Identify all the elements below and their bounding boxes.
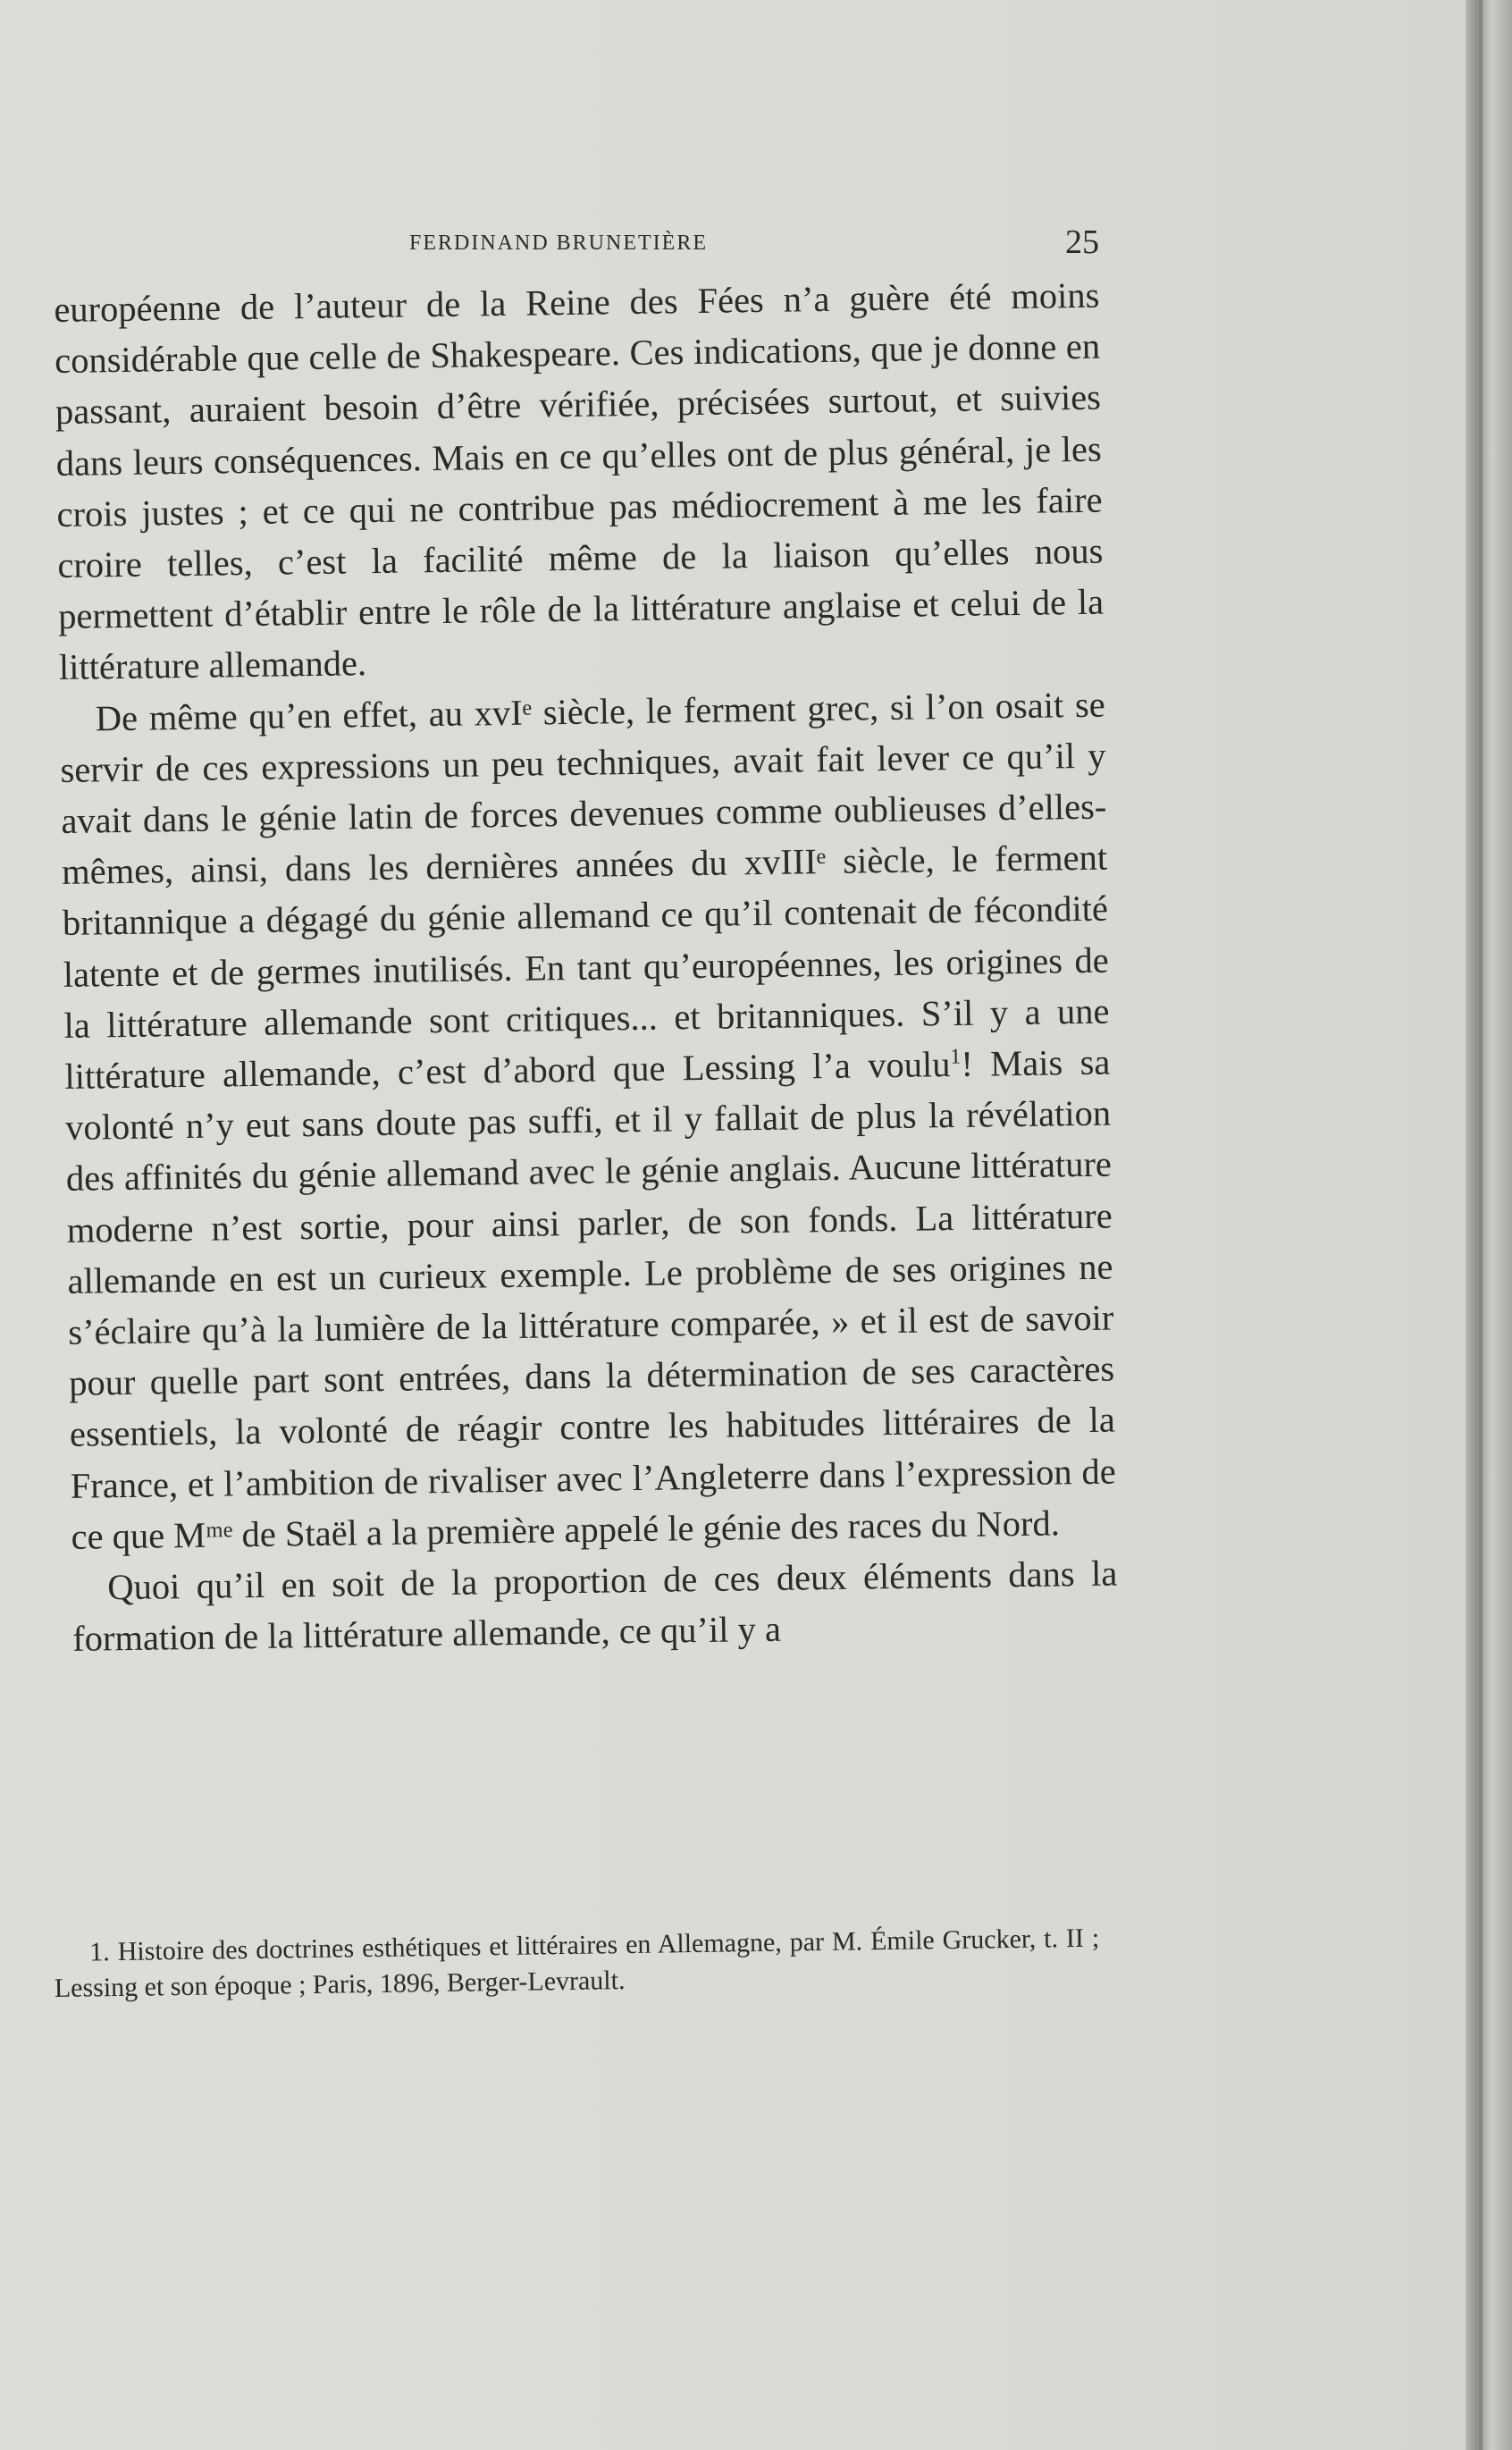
footnote-reference: 1 [950,1045,962,1069]
footnote-number: 1. [89,1937,110,1967]
paragraph-2 [59,678,1116,1562]
footnote-1 [54,1921,1100,2007]
body-text [54,270,1118,1665]
page-edge-line [1479,0,1483,2450]
paragraph-1: européenne de l’auteur de la Reine des Fées n’a guère été moins considérable que celle de Shakespeare. Ces indications, que je donne en passant, auraient besoin d’être vérifiée, précisées surtout, et suivies dans leurs conséquences. Mais en ce qu’elles ont de plus général, je les crois justes ; et ce qui ne contribue pas médiocrement à me les faire croire telles, c’est la facilité même de la liaison qu’elles nous permettent d’établir entre le rôle de la littérature anglaise et celui de la littérature allemande. [54,274,1105,688]
footnote-text: Histoire des doctrines esthétiques et littéraires en Allemagne, par M. Émile Grucker, t. II ; Lessing et son époque ; Paris, 1896, Berger-Levrault. [54,1923,1100,2003]
paragraph-3: Quoi qu’il en soit de la proportion de ces deux éléments dans la formation de la littérature allemande, ce qu’il y a [71,1553,1118,1660]
page-edge-shadow [1466,0,1512,2450]
paragraph-2-part-1: De même qu’en effet, au xvIᵉ siècle, le ferment grec, si l’on osait se servir de ces expressions un peu techniques, avait fait lever ce qu’il y avait dans le génie latin de forces devenues comme oublieuses d’elles-mêmes, ainsi, dans les dernières années du xvIIIᵉ siècle, le ferment britannique a dégagé du génie allemand ce qu’il contenait de fécondité latente et de germes inutilisés. En tant qu’européennes, les origines de la littérature allemande sont critiques... et britanniques. S’il y a une littérature allemande, c’est d’abord que Lessing l’a voulu [60,684,1110,1097]
page-header [54,223,1099,264]
footnotes [54,1921,1100,2007]
paragraph-2-part-2: ! Mais sa volonté n’y eut sans doute pas suffi, et il y fallait de plus la révélation des affinités du génie allemand avec le génie anglais. Aucune littérature moderne n’est sortie, pour ainsi parler, de son fonds. La littérature allemande en est un curieux exemple. Le problème de ses origines ne s’éclaire qu’à la lumière de la littérature comparée, » et il est de savoir pour quelle part sont entrées, dans la détermination de ses caractères essentiels, la volonté de réagir contre les habitudes littéraires de la France, et l’ambition de rivaliser avec l’Angleterre dans l’expression de ce que Mᵐᵉ de Staël a la première appelé le génie des races du Nord. [64,1041,1116,1557]
running-title: FERDINAND BRUNETIÈRE [409,232,708,255]
page-number: 25 [1065,223,1099,261]
